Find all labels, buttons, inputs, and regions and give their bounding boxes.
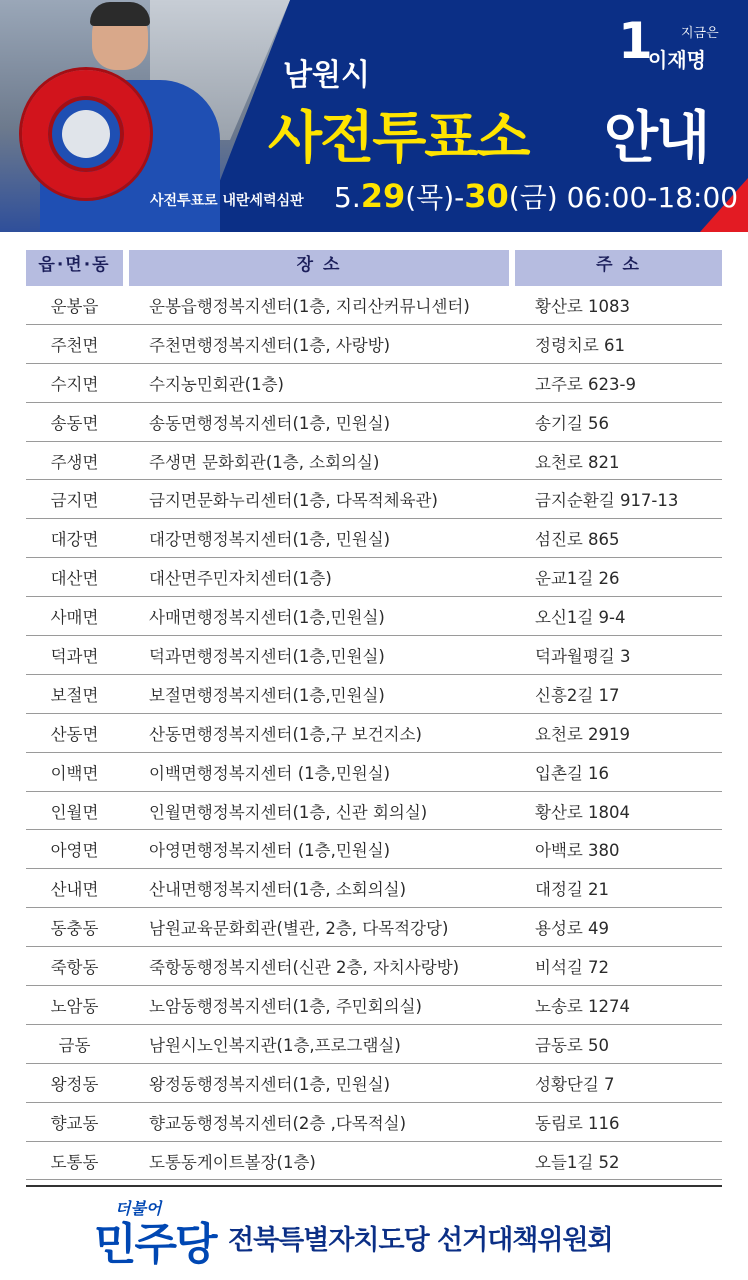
cell-district: 아영면	[50, 841, 99, 861]
table-row	[26, 869, 722, 908]
table-row	[26, 286, 722, 325]
cell-district: 주천면	[50, 335, 99, 355]
cell-district: 운봉읍	[50, 296, 99, 316]
cell-location: 주생면 문화회관(1층, 소회의실)	[149, 452, 380, 472]
cell-location: 대강면행정복지센터(1층, 민원실)	[149, 530, 391, 550]
table-row	[26, 558, 722, 597]
cell-address: 금동로 50	[535, 1035, 610, 1055]
cell-address: 동림로 116	[535, 1113, 620, 1133]
cell-location: 왕정동행정복지센터(1층, 민원실)	[149, 1074, 391, 1094]
cell-location: 주천면행정복지센터(1층, 사랑방)	[149, 335, 391, 355]
table-row	[26, 519, 722, 558]
date-weekday-2: (금)	[508, 181, 558, 214]
cell-district: 송동면	[50, 413, 99, 433]
polling-station-table	[26, 250, 722, 1180]
table-row	[26, 714, 722, 753]
table-body	[26, 286, 722, 1180]
date-day-1: 29	[360, 177, 406, 215]
cell-address: 대정길 21	[535, 880, 610, 900]
cell-location: 남원시노인복지관(1층,프로그램실)	[149, 1035, 401, 1055]
cell-location: 남원교육문화회관(별관, 2층, 다목적강당)	[149, 919, 449, 939]
cell-location: 향교동행정복지센터(2층 ,다목적실)	[149, 1113, 407, 1133]
cell-address: 비석길 72	[535, 958, 610, 978]
cell-address: 노송로 1274	[535, 996, 631, 1016]
cell-district: 주생면	[50, 452, 99, 472]
table-row	[26, 908, 722, 947]
cell-district: 금지면	[50, 491, 99, 511]
cell-address: 황산로 1804	[535, 802, 631, 822]
candidate-name: 이재명	[648, 48, 706, 72]
city-name: 남원시	[283, 58, 370, 93]
cell-district: 산동면	[50, 724, 99, 744]
header-district: 읍·면·동	[26, 250, 123, 286]
cell-location: 송동면행정복지센터(1층, 민원실)	[149, 413, 391, 433]
table-row	[26, 403, 722, 442]
table-row	[26, 1103, 722, 1142]
cell-address: 요천로 2919	[535, 724, 631, 744]
cell-district: 대강면	[50, 530, 99, 550]
table-row	[26, 830, 722, 869]
table-row	[26, 1142, 722, 1181]
cell-district: 대산면	[50, 569, 99, 589]
committee-name: 전북특별자치도당 선거대책위원회	[228, 1225, 613, 1256]
cell-location: 아영면행정복지센터 (1층,민원실)	[149, 841, 391, 861]
cell-district: 인월면	[50, 802, 99, 822]
cell-address: 신흥2길 17	[535, 685, 620, 705]
cell-district: 왕정동	[50, 1074, 99, 1094]
cell-address: 정령치로 61	[535, 335, 625, 355]
voting-dates	[334, 176, 738, 216]
cell-address: 성황단길 7	[535, 1074, 615, 1094]
cell-address: 아백로 380	[535, 841, 620, 861]
cell-district: 산내면	[50, 880, 99, 900]
cell-location: 금지면문화누리센터(1층, 다목적체육관)	[149, 491, 438, 511]
cell-district: 덕과면	[50, 646, 99, 666]
candidate-number: 1	[618, 12, 653, 70]
cell-address: 금지순환길 917-13	[535, 491, 679, 511]
table-row	[26, 753, 722, 792]
header-location: 장 소	[129, 250, 509, 286]
cell-address: 덕과월평길 3	[535, 646, 631, 666]
cell-district: 이백면	[50, 763, 99, 783]
table-row	[26, 636, 722, 675]
cell-location: 보절면행정복지센터(1층,민원실)	[149, 685, 385, 705]
cell-address: 송기길 56	[535, 413, 610, 433]
cell-location: 사매면행정복지센터(1층,민원실)	[149, 608, 385, 628]
table-row	[26, 442, 722, 481]
date-dash: -	[454, 181, 465, 214]
footer-divider	[26, 1185, 722, 1187]
party-script-logo: 더불어	[115, 1199, 162, 1218]
date-month: 5.	[334, 181, 361, 214]
cell-address: 고주로 623-9	[535, 374, 637, 394]
footer	[0, 1196, 748, 1280]
cell-district: 향교동	[50, 1113, 99, 1133]
cell-location: 도통동게이트볼장(1층)	[149, 1152, 316, 1172]
cell-address: 입촌길 16	[535, 763, 610, 783]
table-row	[26, 480, 722, 519]
cell-location: 산내면행정복지센터(1층, 소회의실)	[149, 880, 407, 900]
cell-district: 죽항동	[50, 958, 99, 978]
title-main: 사전투표소	[268, 106, 529, 171]
table-header	[26, 250, 722, 286]
table-row	[26, 364, 722, 403]
cell-district: 보절면	[50, 685, 99, 705]
cell-address: 오신1길 9-4	[535, 608, 626, 628]
cell-address: 섬진로 865	[535, 530, 620, 550]
cell-district: 도통동	[50, 1152, 99, 1172]
header-address: 주 소	[515, 250, 722, 286]
cell-address: 황산로 1083	[535, 296, 631, 316]
cell-district: 사매면	[50, 608, 99, 628]
table-row	[26, 947, 722, 986]
cell-address: 오들1길 52	[535, 1152, 620, 1172]
cell-location: 수지농민회관(1층)	[149, 374, 284, 394]
table-row	[26, 675, 722, 714]
candidate-hair	[90, 2, 150, 26]
cell-location: 덕과면행정복지센터(1층,민원실)	[149, 646, 385, 666]
cell-district: 수지면	[50, 374, 99, 394]
table-row	[26, 1064, 722, 1103]
slogan: 사전투표로 내란세력심판	[150, 193, 304, 209]
party-logo: 민주당	[94, 1219, 216, 1270]
time-range: 06:00-18:00	[566, 181, 739, 214]
table-row	[26, 1025, 722, 1064]
top-banner	[0, 0, 748, 232]
cell-address: 요천로 821	[535, 452, 620, 472]
cell-location: 이백면행정복지센터 (1층,민원실)	[149, 763, 391, 783]
table-row	[26, 792, 722, 831]
cell-location: 인월면행정복지센터(1층, 신관 회의실)	[149, 802, 428, 822]
rose-wreath-center	[62, 110, 110, 158]
cell-location: 산동면행정복지센터(1층,구 보건지소)	[149, 724, 422, 744]
cell-address: 용성로 49	[535, 919, 610, 939]
cell-address: 운교1길 26	[535, 569, 620, 589]
cell-district: 노암동	[50, 996, 99, 1016]
table-row	[26, 986, 722, 1025]
cell-district: 동충동	[50, 919, 99, 939]
table-row	[26, 597, 722, 636]
now-label: 지금은	[681, 26, 719, 41]
table-row	[26, 325, 722, 364]
date-weekday-1: (목)	[405, 181, 455, 214]
date-day-2: 30	[464, 177, 509, 215]
title-tail: 안내	[604, 106, 709, 171]
cell-location: 대산면주민자치센터(1층)	[149, 569, 332, 589]
cell-location: 운봉읍행정복지센터(1층, 지리산커뮤니센터)	[149, 296, 470, 316]
cell-location: 죽항동행정복지센터(신관 2층, 자치사랑방)	[149, 958, 460, 978]
cell-location: 노암동행정복지센터(1층, 주민회의실)	[149, 996, 422, 1016]
cell-district: 금동	[58, 1035, 91, 1055]
